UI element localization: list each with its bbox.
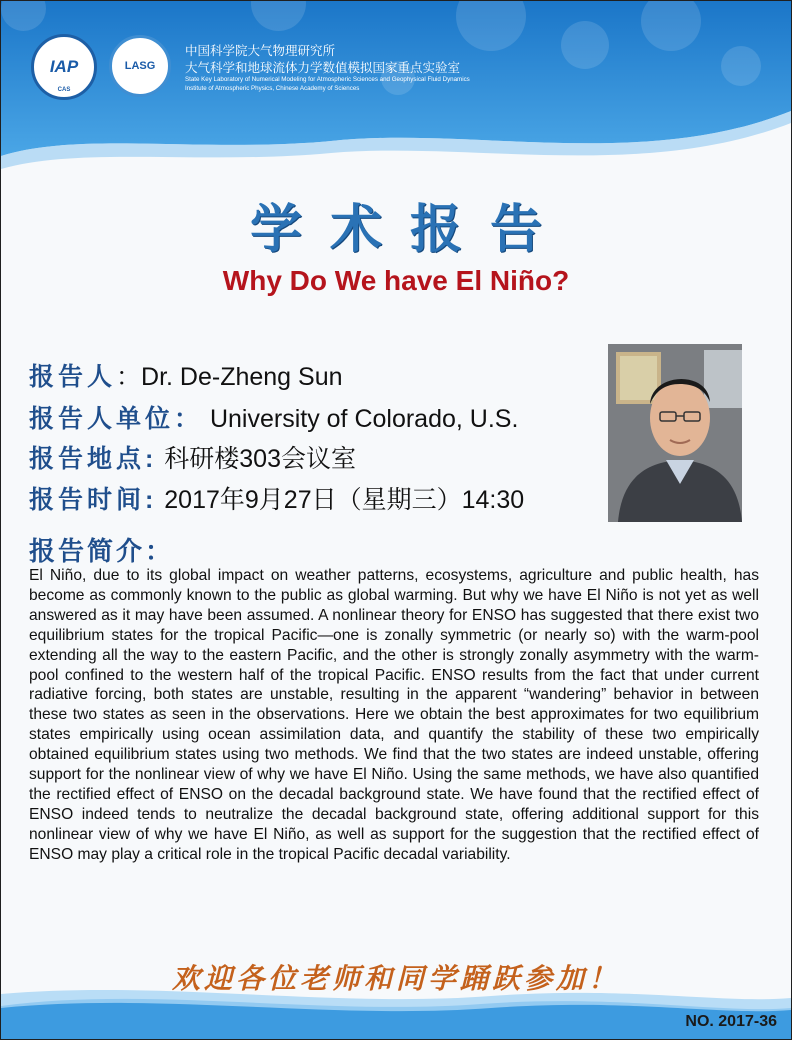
page-title: 学术报告 — [249, 199, 570, 260]
institute-name-cn: 中国科学院大气物理研究所 — [185, 44, 336, 58]
notice-number: NO. 2017-36 — [685, 1013, 777, 1030]
abstract-text: El Niño, due to its global impact on weather patterns, ecosystems, agriculture and public health, has become as commonly known to the public as global warming. But why we have El Niño is not yet as well answered as it may have been assumed. A nonlinear theory for ENSO has suggested that there exist two equilibrium states for the tropical Pacific—one is zonally symmetric (or nearly so) with the warm-pool extending all the way to the eastern Pacific, and the other is strongly zonally asymmetry with the warm-pool confined to the western half of the tropical Pacific. ENSO results from the fact that under current radiative forcing, both states are unstable, resulting in the apparent “wandering” behavior in between these two states as seen in the observations. Here we obtain the best approximates for two equilibrium states empirically using ocean assimilation data, and quantify the stability of these two empirically obtained equilibrium states using two methods. We find that the two states are indeed unstable, offering support for the nonlinear view of why we have El Niño. Using the same methods, we have also quantified the rectified effect of ENSO on the decadal background state. We have found that the rectified effect of ENSO indeed tends to neutralize the decadal background state, offering additional support for this nonlinear view of why we have El Niño, as well as support for the suggestion that the rectified effect of ENSO may play a critical role in the tropical Pacific decadal variability. — [29, 567, 759, 863]
lab-name-en: State Key Laboratory of Numerical Modeling for Atmospheric Sciences and Geophysical Fluid Dynamics — [185, 76, 470, 83]
speaker-label: 报告人 — [29, 363, 117, 391]
speaker-row — [29, 357, 343, 393]
talk-title: Why Do We have El Niño? — [222, 265, 570, 296]
affiliation-row — [29, 399, 518, 435]
speaker-value: ：Dr. De-Zheng Sun — [116, 363, 343, 391]
location-row — [29, 439, 356, 475]
location-label: 报告地点: — [29, 445, 158, 473]
abstract-heading: 报告简介： — [29, 536, 175, 566]
iap-logo-text: IAP — [49, 57, 79, 76]
header-banner — [1, 1, 791, 171]
institute-name-en: Institute of Atmospheric Physics, Chinese Academy of Sciences — [185, 85, 360, 92]
affiliation-label: 报告人单位： — [29, 405, 204, 433]
affiliation-value: University of Colorado, U.S. — [203, 405, 519, 433]
lab-name-cn: 大气科学和地球流体力学数值模拟国家重点实验室 — [185, 61, 461, 75]
speaker-photo — [608, 344, 742, 522]
lasg-logo-text: LASG — [124, 60, 156, 72]
time-row — [29, 480, 524, 516]
iap-logo — [31, 34, 97, 100]
location-value: 科研楼303会议室 — [157, 445, 356, 473]
iap-logo-subtext: CAS — [57, 87, 71, 93]
time-label: 报告时间: — [29, 486, 158, 514]
lasg-logo — [109, 35, 171, 97]
time-value: 2017年9月27日（星期三）14:30 — [157, 486, 525, 514]
welcome-message: 欢迎各位老师和同学踊跃参加！ — [171, 962, 620, 995]
